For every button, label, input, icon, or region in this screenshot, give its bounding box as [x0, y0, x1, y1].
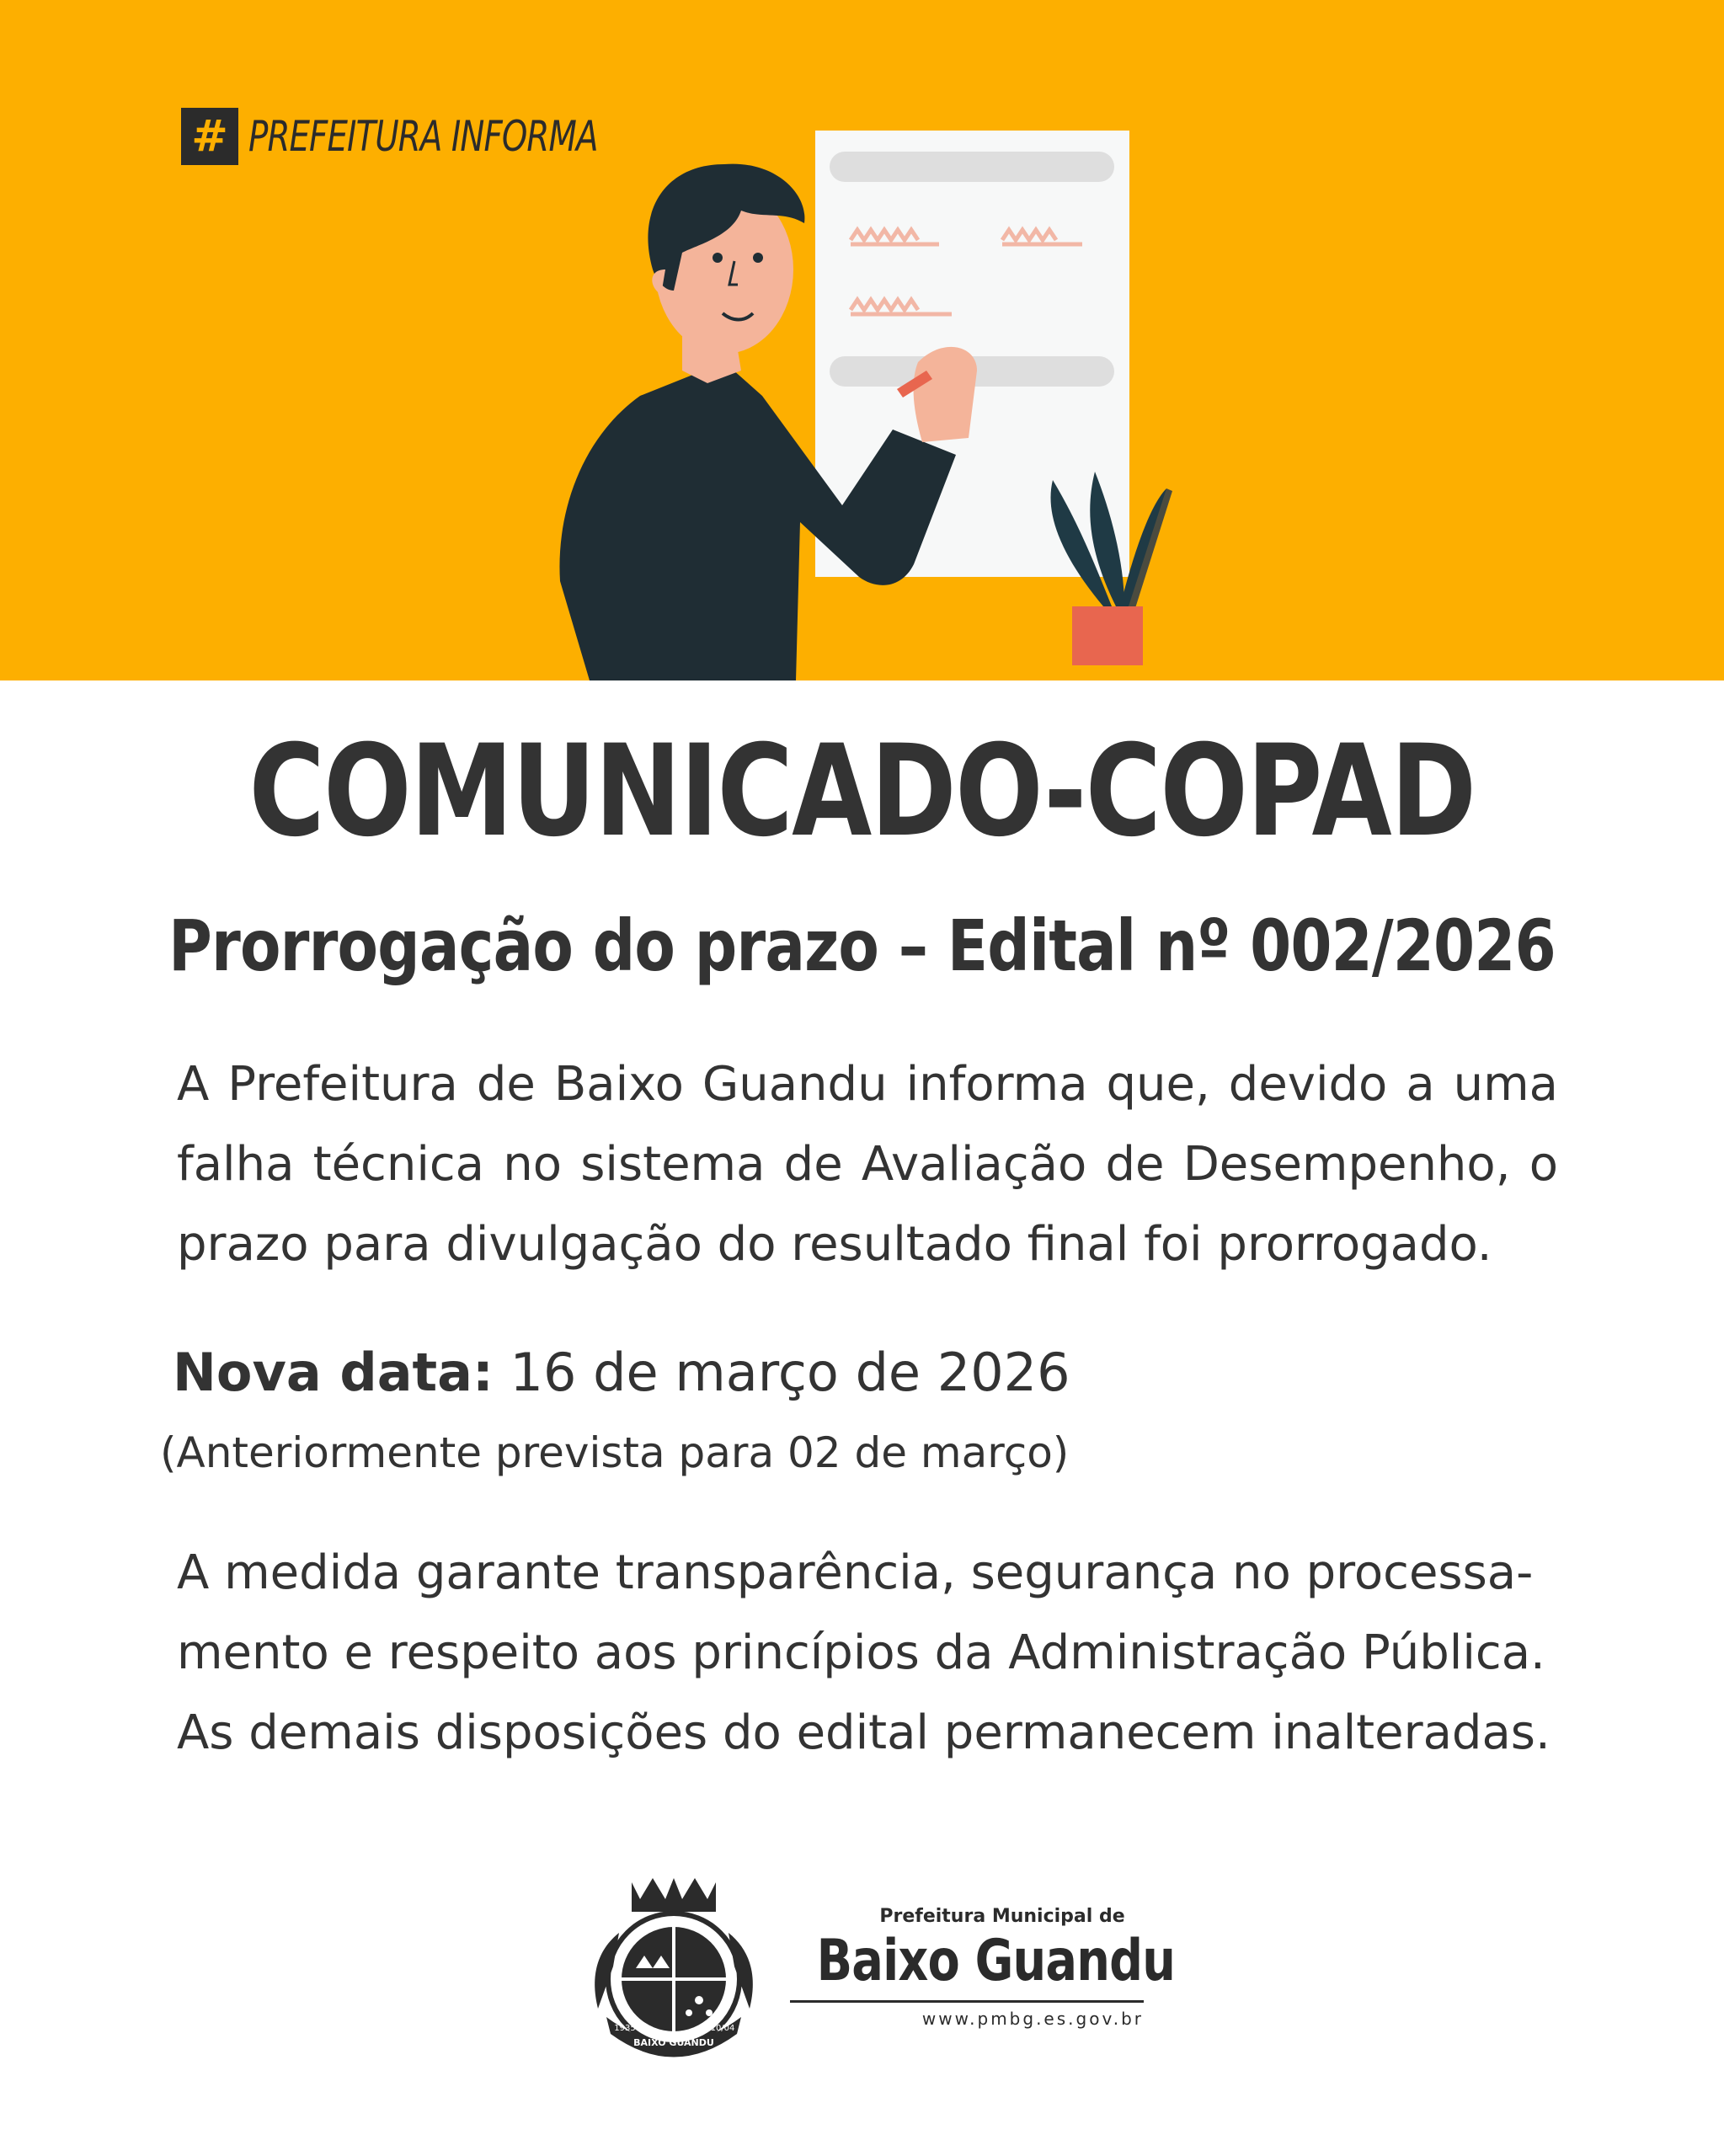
- logo-url: www.pmbg.es.gov.br: [921, 2009, 1144, 2029]
- previous-date-note: (Anteriormente prevista para 02 de março): [160, 1428, 1070, 1477]
- city-hall-logo: [573, 1874, 1176, 2059]
- logo-caption: Prefeitura Municipal de: [879, 1906, 1125, 1927]
- new-date-line: [173, 1335, 1070, 1411]
- logo-divider: [790, 2000, 1144, 2003]
- new-date-value: 16 de março de 2026: [493, 1342, 1070, 1403]
- closing-paragraph: A medida garante transparência, segurança no processa- mento e respeito aos princípios da Administração Pública. As demais disposições do edital permanecem inalteradas.: [177, 1545, 1551, 1760]
- board-bar-top: [830, 152, 1114, 182]
- seal-text: BAIXO GUANDU: [633, 2037, 714, 2048]
- plant-pot: [1072, 606, 1143, 665]
- new-date-label: Nova data:: [173, 1342, 494, 1403]
- seal-year-left: 1935: [614, 2024, 636, 2033]
- coat-of-arms-icon: [573, 1874, 775, 2059]
- man-hand: [914, 347, 977, 442]
- logo-city-name: Baixo Guandu: [816, 1928, 1176, 1994]
- main-title: COMUNICADO-COPAD: [248, 718, 1476, 865]
- seal-year-right: 10/04: [710, 2024, 735, 2033]
- tag-text: PREFEITURA INFORMA: [248, 112, 598, 161]
- intro-paragraph: A Prefeitura de Baixo Guandu informa que, devido a uma falha técnica no sistema de Avaliação de Desempenho, o prazo para divulgação do resultado final foi prorrogado.: [177, 1057, 1558, 1272]
- header-banner: [0, 0, 1724, 680]
- subtitle: Prorrogação do prazo – Edital nº 002/2026: [168, 905, 1556, 987]
- hash-icon: #: [181, 108, 238, 165]
- man-writing-on-board-illustration: [0, 0, 1724, 680]
